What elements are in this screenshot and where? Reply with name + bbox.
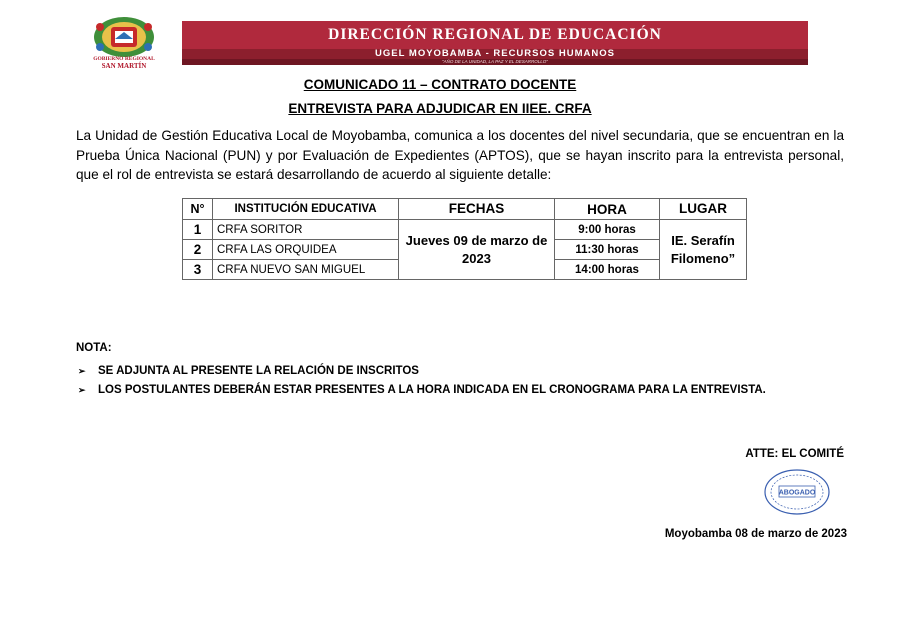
stamp-text: ABOGADO: [778, 489, 816, 497]
note-text: LOS POSTULANTES DEBERÁN ESTAR PRESENTES A LA HORA INDICADA EN EL CRONOGRAMA PARA LA ENTREVISTA.: [98, 384, 766, 396]
list-item: [76, 381, 796, 400]
logo-line2: SAN MARTÍN: [101, 62, 147, 70]
header-num: N°: [183, 199, 213, 220]
header-dates: FECHAS: [399, 199, 555, 220]
notes-label: NOTA:: [76, 342, 112, 354]
header-time: HORA: [555, 199, 660, 220]
row-time: 14:00 horas: [555, 260, 660, 280]
intro-paragraph: La Unidad de Gestión Educativa Local de Moyobamba, comunica a los docentes del nivel secundaria, que se encuentran en la Prueba Única Nacional (PUN) y por Evaluación de Expedientes (APTOS), que se hayan inscrito para la entrevista personal, que el rol de entrevista se estará desarrollando de acuerdo al siguiente detalle:: [76, 128, 844, 182]
list-item: [76, 362, 796, 381]
row-institution: CRFA SORITOR: [213, 220, 399, 240]
document-title: COMUNICADO 11 – CONTRATO DOCENTE: [303, 77, 577, 92]
row-institution: CRFA NUEVO SAN MIGUEL: [213, 260, 399, 280]
row-num: 1: [183, 220, 213, 240]
row-time: 9:00 horas: [555, 220, 660, 240]
logo-line1: GOBIERNO REGIONAL: [93, 56, 155, 62]
arrow-bullet-icon: ➢: [78, 385, 86, 395]
notes-list: [76, 362, 796, 400]
row-num: 3: [183, 260, 213, 280]
table-row: [183, 220, 747, 240]
date-cell: Jueves 09 de marzo de 2023: [399, 220, 555, 280]
document-subtitle: ENTREVISTA PARA ADJUDICAR EN IIEE. CRFA: [288, 101, 592, 116]
note-text: SE ADJUNTA AL PRESENTE LA RELACIÓN DE INSCRITOS: [98, 365, 419, 377]
logo-caption: [84, 56, 164, 70]
header-institution: INSTITUCIÓN EDUCATIVA: [213, 199, 399, 220]
banner-title: DIRECCIÓN REGIONAL DE EDUCACIÓN: [182, 21, 808, 49]
place-cell: IE. Serafín Filomeno”: [660, 220, 747, 280]
place-and-date: Moyobamba 08 de marzo de 2023: [664, 528, 847, 540]
banner-motto: "AÑO DE LA UNIDAD, LA PAZ Y EL DESARROLLO": [182, 59, 808, 65]
committee-signature: ATTE: EL COMITÉ: [745, 448, 844, 460]
banner-subtitle: UGEL MOYOBAMBA - RECURSOS HUMANOS: [182, 49, 808, 59]
row-time: 11:30 horas: [555, 240, 660, 260]
interview-schedule-table: [182, 198, 747, 280]
arrow-bullet-icon: ➢: [78, 366, 86, 376]
header-banner: [182, 21, 808, 65]
official-stamp: [762, 468, 832, 516]
row-institution: CRFA LAS ORQUIDEA: [213, 240, 399, 260]
table-header-row: [183, 199, 747, 220]
header-place: LUGAR: [660, 199, 747, 220]
row-num: 2: [183, 240, 213, 260]
